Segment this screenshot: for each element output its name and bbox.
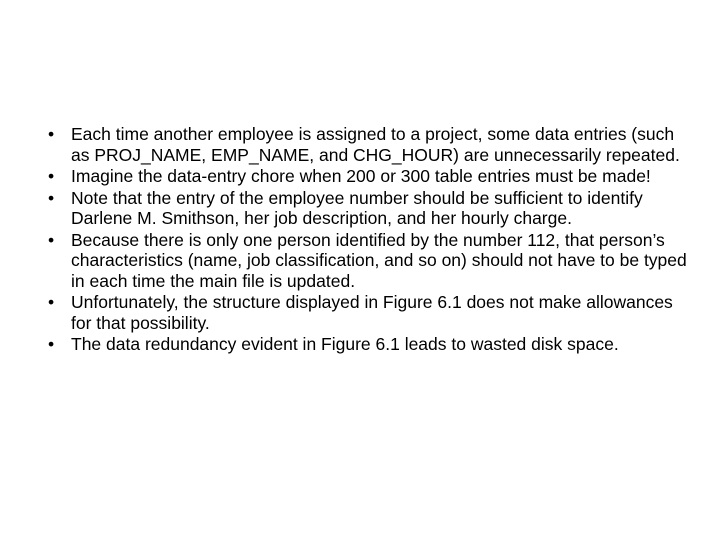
- bullet-text: Note that the entry of the employee number should be sufficient to identify Darlene M. Smithson, her job description, and her hourly charge.: [71, 187, 643, 228]
- bullet-item: [48, 334, 688, 355]
- bullet-item: [48, 292, 688, 333]
- bullet-text: Because there is only one person identified by the number 112, that person’s characteristics (name, job classification, and so on) should not have to be typed in each time the main file is updated.: [71, 229, 687, 291]
- bullet-item: [48, 124, 688, 165]
- bullet-marker: •: [48, 187, 55, 208]
- bullet-marker: •: [48, 292, 55, 312]
- bullet-list: [48, 124, 688, 356]
- bullet-marker: •: [48, 229, 55, 250]
- bullet-text: Imagine the data-entry chore when 200 or 300 table entries must be made!: [71, 166, 651, 186]
- bullet-item: [48, 230, 688, 292]
- bullet-marker: •: [48, 166, 55, 186]
- bullet-item: [48, 188, 688, 229]
- bullet-marker: •: [48, 124, 55, 144]
- bullet-text: Unfortunately, the structure displayed in Figure 6.1 does not make allowances for that possibility.: [71, 292, 673, 333]
- bullet-item: [48, 166, 688, 187]
- bullet-marker: •: [48, 334, 55, 354]
- bullet-text: The data redundancy evident in Figure 6.1 leads to wasted disk space.: [71, 334, 619, 354]
- bullet-text: Each time another employee is assigned to a project, some data entries (such as PROJ_NAME, EMP_NAME, and CHG_HOUR) are unnecessarily repeated.: [71, 124, 680, 165]
